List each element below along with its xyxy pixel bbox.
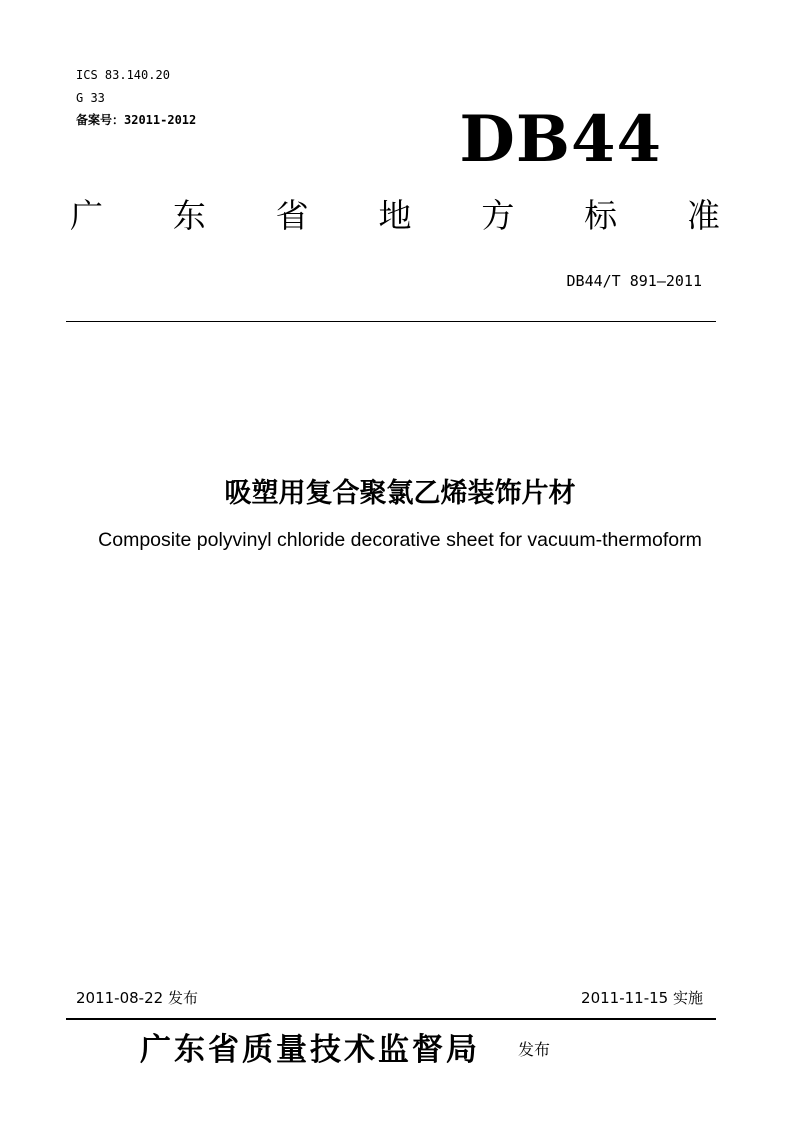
standard-level-char: 方 bbox=[481, 196, 515, 235]
standard-level-char: 标 bbox=[584, 196, 618, 235]
standard-level-char: 省 bbox=[275, 196, 309, 235]
top-divider bbox=[66, 321, 716, 322]
standard-number: DB44/T 891—2011 bbox=[566, 272, 702, 290]
standard-level-char: 东 bbox=[172, 196, 206, 235]
document-title-cn: 吸塑用复合聚氯乙烯装饰片材 bbox=[224, 478, 576, 509]
bottom-divider bbox=[66, 1018, 716, 1020]
filing-number: 备案号：32011-2012 bbox=[76, 113, 197, 127]
ics-code: ICS 83.140.20 bbox=[76, 68, 170, 82]
standard-level-char: 地 bbox=[378, 196, 412, 235]
issue-label: 发布 bbox=[518, 1040, 551, 1059]
ccs-code: G 33 bbox=[76, 91, 105, 105]
issuing-authority: 广东省质量技术监督局 bbox=[140, 1032, 480, 1068]
standard-mark: DB44 bbox=[459, 102, 662, 177]
standard-level-char: 准 bbox=[686, 196, 720, 235]
standard-level-title bbox=[70, 194, 720, 238]
issue-date: 2011-08-22 发布 bbox=[76, 989, 198, 1007]
issuer-line bbox=[140, 1028, 550, 1072]
standard-level-char: 广 bbox=[70, 196, 103, 235]
document-title-en: Composite polyvinyl chloride decorative sheet for vacuum-thermoform bbox=[98, 529, 702, 551]
implementation-date: 2011-11-15 实施 bbox=[581, 989, 703, 1007]
